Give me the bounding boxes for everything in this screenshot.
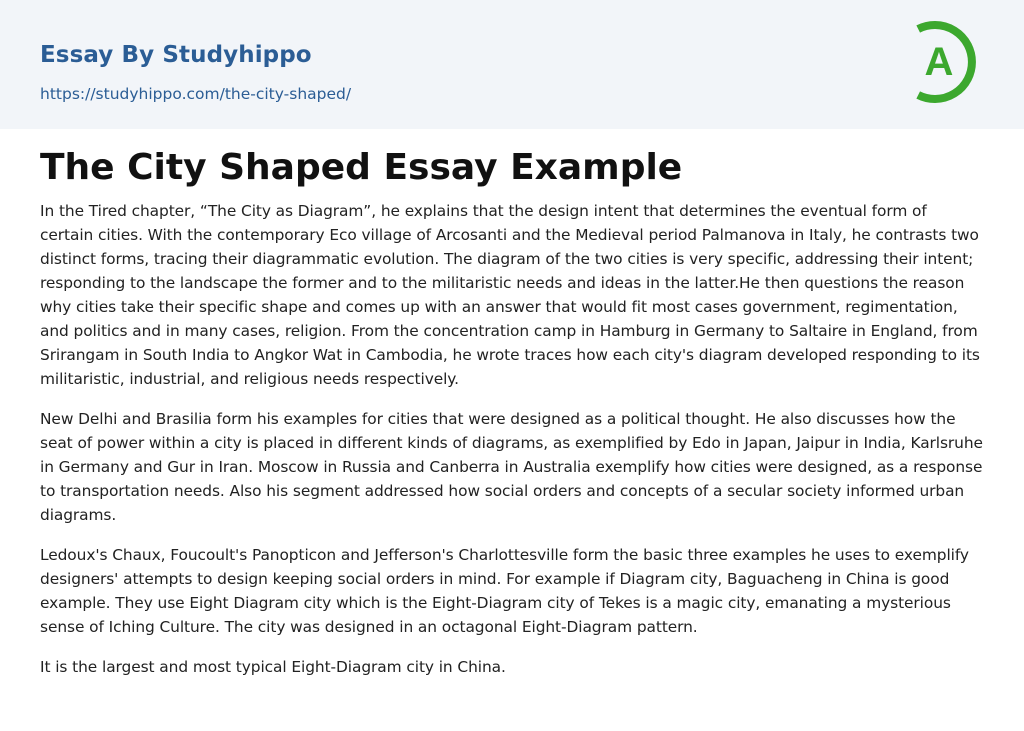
article-paragraph: In the Tired chapter, “The City as Diagram”, he explains that the design intent that determines the eventual form of certain cities. With the contemporary Eco village of Arcosanti and the Medieval period Palmanova in Italy, he contrasts two distinct forms, tracing their diagrammatic evolution. The diagram of the two cities is very specific, addressing their intent; responding to the landscape the former and to the militaristic needs and ideas in the latter.He then questions the reason why cities take their specific shape and comes up with an answer that would fit most cases government, regimentation, and politics and in many cases, religion. From the concentration camp in Hamburg in Germany to Saltaire in England, from Srirangam in South India to Angkor Wat in Cambodia, he wrote traces how each city's diagram developed responding to its militaristic, industrial, and religious needs respectively.: [40, 202, 980, 388]
site-brand[interactable]: Essay By Studyhippo: [40, 42, 312, 68]
article-paragraph: New Delhi and Brasilia form his examples for cities that were designed as a political thought. He also discusses how the seat of power within a city is placed in different kinds of diagrams, as exemplified by Edo in Japan, Jaipur in India, Karlsruhe in Germany and Gur in Iran. Moscow in Russia and Canberra in Australia exemplify how cities were designed, as a response to transportation needs. Also his segment addressed how social orders and concepts of a secular society informed urban diagrams.: [40, 410, 983, 524]
article-paragraph: It is the largest and most typical Eight-Diagram city in China.: [40, 658, 506, 676]
logo-letter: A: [924, 40, 954, 84]
article-title: The City Shaped Essay Example: [40, 147, 683, 188]
article-paragraph: Ledoux's Chaux, Foucoult's Panopticon and Jefferson's Charlottesville form the basic three examples he uses to exemplify designers' attempts to design keeping social orders in mind. For example if Diagram city, Baguacheng in China is good example. They use Eight Diagram city which is the Eight-Diagram city of Tekes is a magic city, emanating a mysterious sense of Iching Culture. The city was designed in an octagonal Eight-Diagram pattern.: [40, 546, 969, 636]
studyhippo-logo-icon[interactable]: [906, 18, 986, 106]
article-content: [0, 129, 1024, 679]
source-url-link[interactable]: https://studyhippo.com/the-city-shaped/: [40, 85, 352, 103]
site-header: [0, 0, 1024, 129]
